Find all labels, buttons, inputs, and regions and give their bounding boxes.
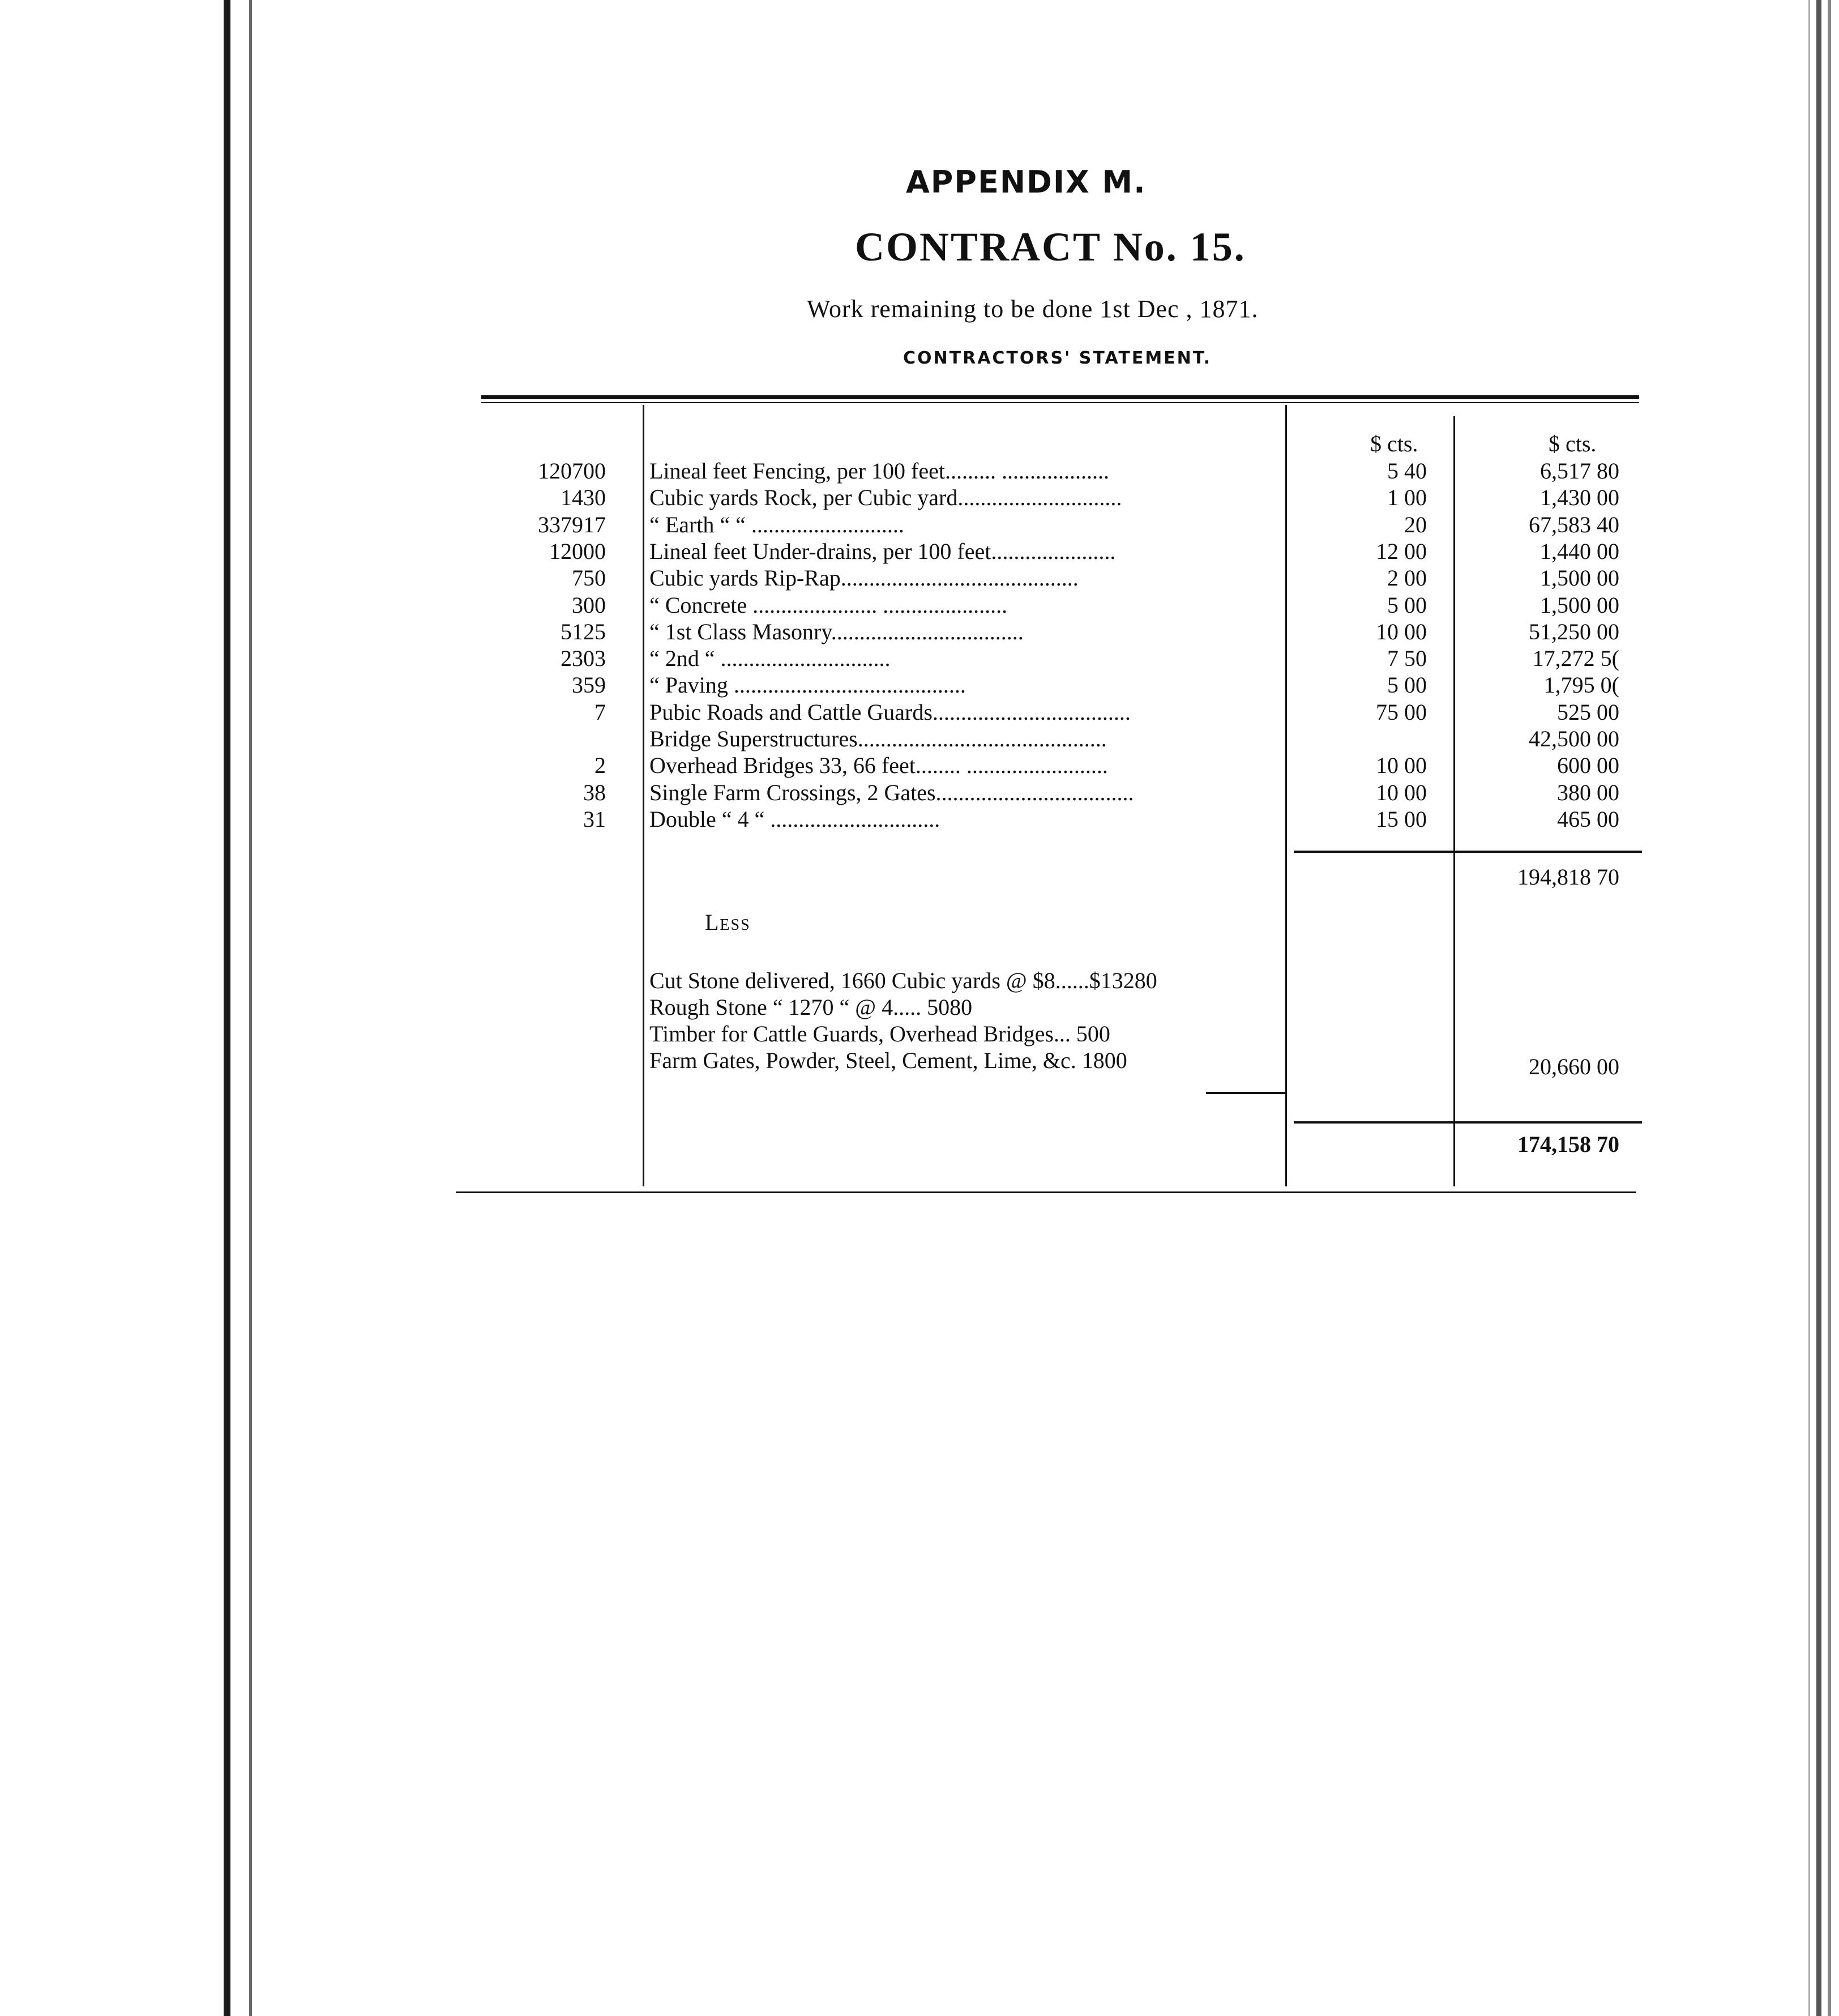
scan-page-edge-right: [1828, 0, 1831, 2016]
contract-title: CONTRACT No. 15.: [855, 224, 1246, 270]
scan-page-edge-right: [1808, 0, 1810, 2016]
row-rate: 7 50: [1387, 646, 1427, 671]
row-rate: 5 00: [1387, 592, 1427, 618]
column-divider: [643, 405, 644, 1186]
row-description: Overhead Bridges 33, 66 feet........ .........................: [649, 753, 1108, 778]
row-quantity: 31: [583, 806, 606, 832]
table-top-rule: [481, 395, 1639, 399]
row-quantity: 337917: [538, 512, 606, 537]
row-rate: 12 00: [1376, 539, 1427, 564]
table-bottom-rule: [456, 1191, 1636, 1193]
row-quantity: 120700: [538, 458, 606, 484]
row-amount: 380 00: [1557, 780, 1619, 805]
row-description: “ Paving .........................................: [649, 672, 966, 698]
row-quantity: 12000: [549, 539, 606, 564]
row-rate: 5 40: [1387, 458, 1427, 484]
row-amount: 465 00: [1557, 806, 1619, 832]
subtotal-rule: [1294, 851, 1642, 853]
grand-total-rule: [1294, 1121, 1642, 1124]
deduction-item: Farm Gates, Powder, Steel, Cement, Lime, &c. 1800: [649, 1048, 1127, 1073]
row-quantity: 2303: [561, 646, 606, 671]
deduction-item: Rough Stone “ 1270 “ @ 4..... 5080: [649, 994, 973, 1020]
table-top-rule-thin: [481, 402, 1639, 403]
row-rate: 1 00: [1387, 485, 1427, 510]
row-quantity: 7: [595, 699, 606, 725]
scan-page-edge-right: [1816, 0, 1821, 2016]
row-quantity: 300: [572, 592, 606, 618]
scan-left-margin: [0, 0, 252, 2016]
row-description: Bridge Superstructures............................................: [649, 726, 1107, 751]
row-description: Single Farm Crossings, 2 Gates...................................: [649, 780, 1134, 805]
row-rate: 10 00: [1376, 619, 1427, 644]
row-amount: 1,500 00: [1540, 592, 1619, 618]
row-amount: 42,500 00: [1529, 726, 1619, 751]
row-amount: 1,430 00: [1540, 485, 1619, 510]
row-description: Cubic yards Rip-Rap..........................................: [649, 565, 1079, 591]
row-amount: 600 00: [1557, 753, 1619, 778]
row-amount: 525 00: [1557, 699, 1619, 725]
row-amount: 1,795 0(: [1543, 672, 1619, 698]
deduction-item: Timber for Cattle Guards, Overhead Bridges... 500: [649, 1021, 1110, 1047]
row-description: “ Concrete ...................... ......................: [649, 592, 1008, 618]
row-quantity: 750: [572, 565, 606, 591]
row-rate: 15 00: [1376, 806, 1427, 832]
row-rate: 20: [1404, 512, 1427, 537]
scan-spine-edge: [224, 0, 230, 2016]
row-rate: 2 00: [1387, 565, 1427, 591]
column-divider: [1453, 416, 1455, 1186]
row-amount: 17,272 5(: [1532, 646, 1619, 671]
row-description: Pubic Roads and Cattle Guards...................................: [649, 699, 1131, 725]
column-divider: [1285, 405, 1287, 1186]
row-amount: 51,250 00: [1529, 619, 1619, 644]
statement-caption: CONTRACTORS' STATEMENT.: [903, 348, 1212, 368]
less-heading: Less: [705, 909, 751, 935]
subtotal-value: 194,818 70: [1517, 864, 1619, 890]
row-rate: 5 00: [1387, 672, 1427, 698]
appendix-heading: APPENDIX M.: [906, 164, 1147, 200]
rate-column-header: $ cts.: [1370, 431, 1418, 456]
row-quantity: 38: [583, 780, 606, 805]
row-quantity: 359: [572, 672, 606, 698]
row-description: Lineal feet Fencing, per 100 feet......... ...................: [649, 458, 1109, 484]
row-rate: 10 00: [1376, 780, 1427, 805]
row-quantity: 1430: [561, 485, 606, 510]
row-quantity: 5125: [561, 619, 606, 644]
row-amount: 1,440 00: [1540, 539, 1619, 564]
row-amount: 6,517 80: [1540, 458, 1619, 484]
row-amount: 1,500 00: [1540, 565, 1619, 591]
row-description: “ 1st Class Masonry..................................: [649, 619, 1024, 644]
row-description: Cubic yards Rock, per Cubic yard.............................: [649, 485, 1122, 510]
deduction-item: Cut Stone delivered, 1660 Cubic yards @ $8......$13280: [649, 968, 1157, 993]
row-quantity: 2: [595, 753, 606, 778]
row-description: Lineal feet Under-drains, per 100 feet......................: [649, 539, 1116, 564]
row-description: “ Earth “ “ ...........................: [649, 512, 904, 537]
amount-column-header: $ cts.: [1549, 431, 1597, 456]
scan-spine-edge-inner: [249, 0, 252, 2016]
grand-total-value: 174,158 70: [1517, 1131, 1619, 1157]
row-amount: 67,583 40: [1529, 512, 1619, 537]
row-description: “ 2nd “ ..............................: [649, 646, 891, 671]
less-items-rule: [1206, 1092, 1285, 1094]
row-description: Double “ 4 “ ..............................: [649, 806, 940, 832]
row-rate: 75 00: [1376, 699, 1427, 725]
deductions-total: 20,660 00: [1529, 1054, 1619, 1079]
document-subtitle: Work remaining to be done 1st Dec , 1871.: [807, 295, 1259, 323]
row-rate: 10 00: [1376, 753, 1427, 778]
